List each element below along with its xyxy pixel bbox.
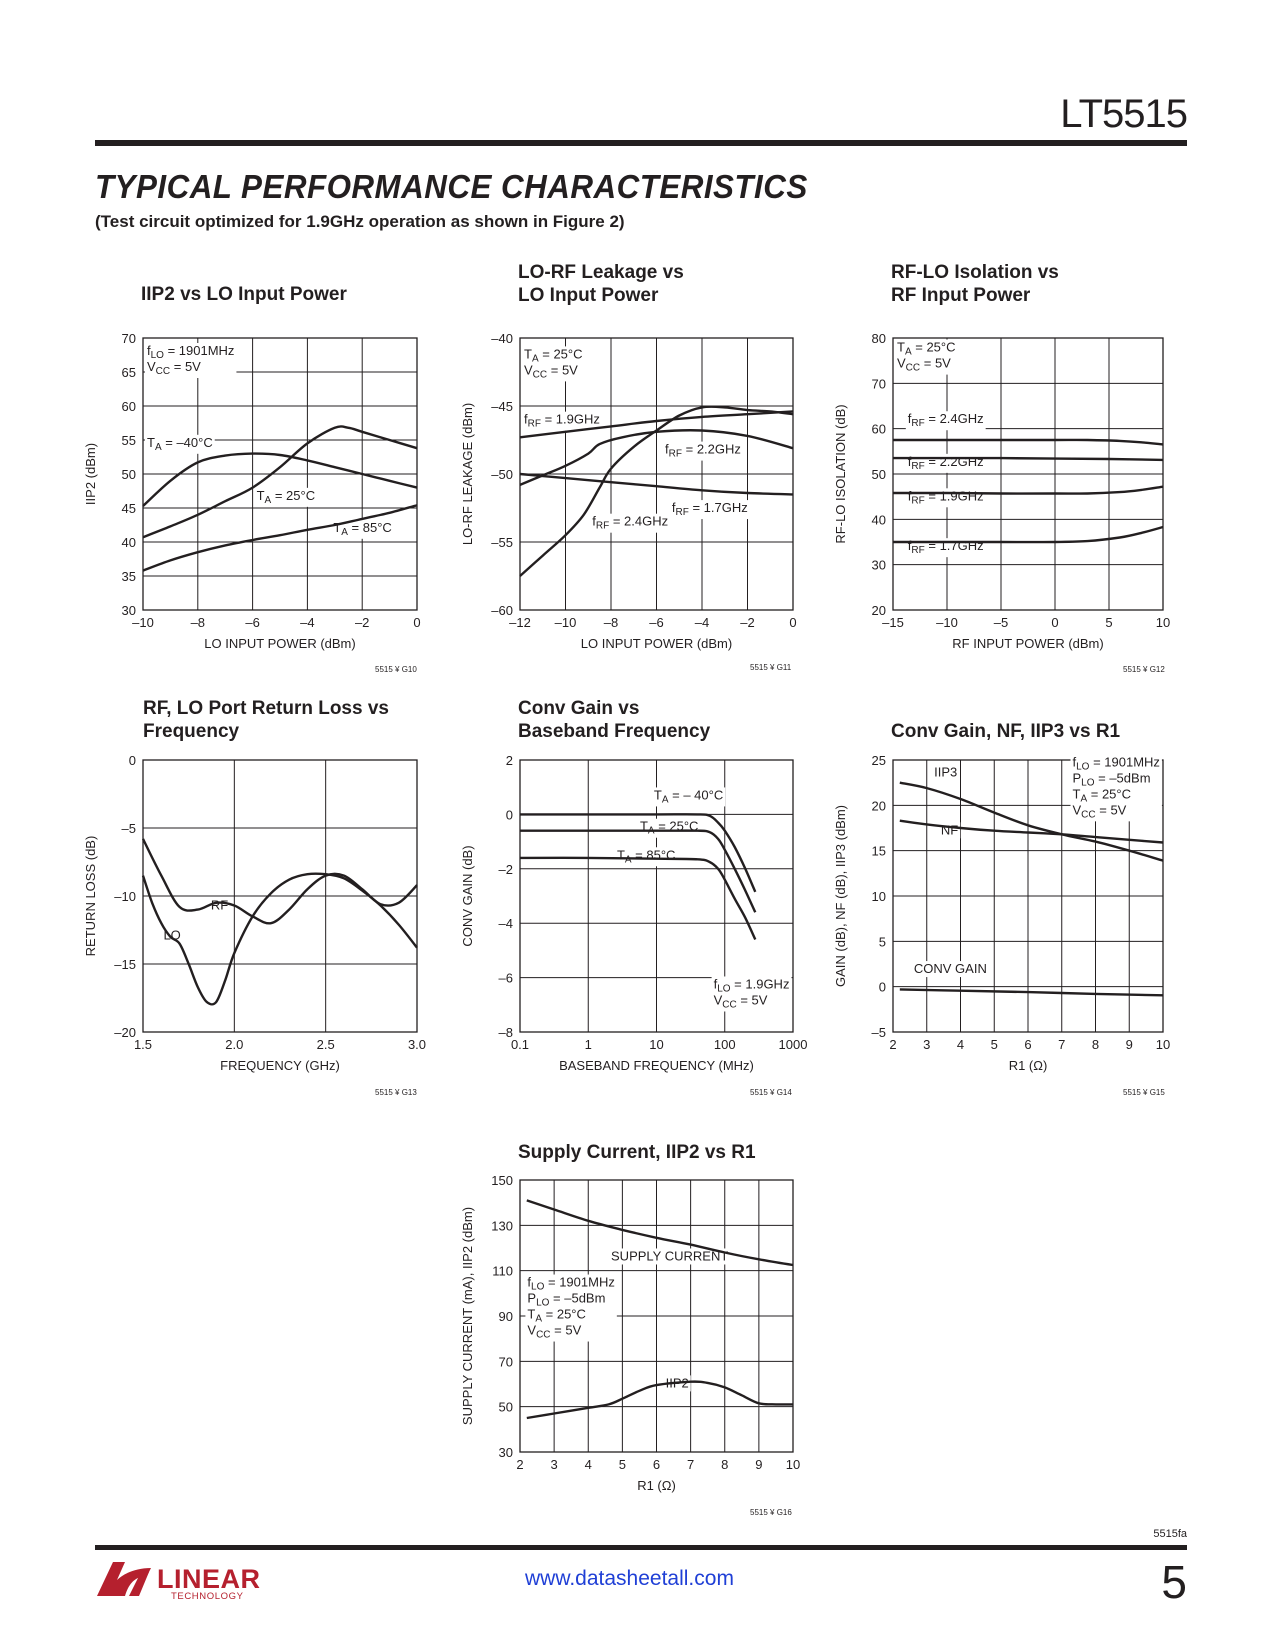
part-number: LT5515 [1060,92,1187,136]
svg-text:TA = 25°C: $T_A = 25^\circ C$ [897,339,956,358]
x-tick-label: 4 [584,1457,592,1472]
y-tick-label: 20 [871,798,886,814]
x-tick-label: 0.1 [510,1037,530,1052]
x-tick-label: 9 [1125,1037,1133,1052]
x-tick-label: 2.5 [316,1037,335,1052]
svg-text:VCC = 5V: $V_{CC} = 5V$ [713,992,768,1011]
svg-text:IIP2: IIP2 [665,1375,689,1391]
y-tick-label: 110 [492,1263,513,1279]
x-axis-label: BASEBAND FREQUENCY (MHz) [559,1058,754,1073]
y-tick-label: 0 [128,753,136,768]
x-tick-label: 8 [721,1457,729,1472]
svg-text:LO: LO [163,927,181,943]
svg-text:TA = 25°C: $T_A = 25^\circ C$ [1072,786,1131,805]
x-axis-label: LO INPUT POWER (dBm) [580,636,733,651]
chart-title-g14: Conv Gain vs Baseband Frequency [518,698,711,742]
svg-text:IIP3: IIP3 [934,764,958,780]
x-tick-label: 0 [789,615,797,630]
figure-code-g15: 5515 ¥ G15 [1123,1088,1165,1097]
y-tick-label: –5 [871,1025,886,1040]
annotation [525,1275,616,1342]
svg-text:TA = 25°C: $T_A = 25^\circ C$ [524,346,583,365]
svg-text:TA = 25°C: $T_A = 25^\circ C$ [256,487,316,506]
x-tick-label: 0 [1051,615,1059,630]
logo-text: LINEAR [157,1564,261,1594]
y-axis-label: IIP2 (dBm) [83,442,98,506]
svg-text:fRF = 1.9GHz: $f_{RF} = 1.9GHz$ [524,411,600,430]
svg-text:fRF = 2.2GHz: $f_{RF} = 2.2GHz$ [665,441,741,460]
x-tick-label: 5 [618,1457,626,1472]
x-tick-label: 10 [1155,1037,1171,1052]
x-tick-label: –5 [993,615,1009,630]
svg-text:fLO = 1901MHz: $f_{LO} = 1901MHz$ [1072,754,1160,773]
y-tick-label: 35 [121,569,136,584]
x-tick-label: 10 [1155,615,1171,630]
y-tick-label: 80 [871,331,886,346]
y-tick-label: 30 [871,557,886,573]
svg-text:PLO = –5dBm: $P_{LO} = -5dBm$ [1072,770,1151,789]
x-tick-label: 3.0 [407,1037,427,1052]
x-tick-label: 7 [1058,1037,1066,1052]
x-tick-label: 1 [584,1037,592,1052]
section-title: TYPICAL PERFORMANCE CHARACTERISTICS [95,168,808,205]
y-tick-label: 60 [871,421,886,437]
x-tick-label: 0 [413,615,421,630]
chart-title-g12: RF-LO Isolation vs RF Input Power [891,262,1059,306]
x-tick-label: 3 [923,1037,931,1052]
y-tick-label: 150 [491,1173,513,1188]
x-axis-label: R1 (Ω) [637,1478,676,1493]
x-tick-label: –2 [740,615,755,630]
y-tick-label: 15 [871,843,886,859]
svg-text:fRF = 1.7GHz: $f_{RF} = 1.7GHz$ [907,538,984,557]
y-axis-label: GAIN (dB), NF (dB), IIP3 (dBm) [833,804,848,988]
y-tick-label: 2 [505,753,513,768]
x-tick-label: –4 [300,615,315,630]
x-axis-label: FREQUENCY (GHz) [220,1058,340,1073]
svg-text:fLO = 1.9GHz: $f_{LO} = 1.9GHz$ [713,976,790,995]
svg-text:TA = 25°C: $T_A = 25^\circ C$ [527,1306,586,1325]
x-tick-label: 5 [990,1037,998,1052]
svg-text:fLO = 1901MHz: $f_{LO} = 1901MHz$ [527,1274,615,1293]
y-tick-label: 10 [871,889,886,904]
x-axis-label: R1 (Ω) [1008,1058,1048,1073]
y-tick-label: –4 [498,916,513,932]
y-tick-label: –40 [491,331,513,346]
x-tick-label: 2 [516,1457,524,1472]
x-tick-label: –15 [882,615,904,630]
y-tick-label: –10 [114,889,136,904]
x-tick-label: 8 [1091,1037,1100,1052]
y-axis-label: LO-RF LEAKAGE (dBm) [460,402,475,546]
svg-text:TA = 25°C: $T_A = 25^\circ C$ [639,818,699,837]
chart-title-g11: LO-RF Leakage vs LO Input Power [518,262,684,306]
chart-title-g16: Supply Current, IIP2 vs R1 [518,1142,756,1163]
x-tick-label: 1000 [778,1037,808,1052]
x-tick-label: –10 [554,615,577,630]
x-axis-label: RF INPUT POWER (dBm) [952,636,1104,651]
y-tick-label: 0 [878,979,886,995]
x-tick-label: –8 [190,615,206,630]
x-tick-label: –6 [649,615,664,630]
svg-text:fLO = 1901MHz: $f_{LO} = 1901MHz$ [147,343,235,361]
x-tick-label: –10 [132,615,154,630]
svg-text:fRF = 2.4GHz: $f_{RF} = 2.4GHz$ [592,513,669,532]
y-tick-label: –8 [498,1025,513,1040]
svg-text:CONV GAIN: CONV GAIN [913,961,987,977]
x-tick-label: 2.0 [225,1037,244,1052]
x-tick-label: 5 [1105,615,1113,630]
svg-text:PLO = –5dBm: $P_{LO} = -5dBm$ [527,1290,606,1309]
y-tick-label: 20 [871,603,886,618]
x-tick-label: 100 [713,1037,736,1052]
x-tick-label: 6 [652,1457,661,1472]
y-tick-label: 30 [121,603,136,618]
svg-text:TA = 85°C: $T_A = 85^\circ C$ [616,847,676,866]
chart-title-g10: IIP2 vs LO Input Power [141,284,347,305]
y-tick-label: 55 [121,433,136,448]
x-tick-label: 3 [550,1457,558,1472]
svg-text:TA = 85°C: $T_A = 85^\circ C$ [333,519,392,538]
figure-code-g14: 5515 ¥ G14 [750,1088,792,1097]
x-tick-label: –8 [603,615,619,630]
website-link[interactable]: www.datasheetall.com [525,1567,734,1590]
x-tick-label: –12 [509,615,531,630]
x-tick-label: 4 [956,1037,965,1052]
y-tick-label: 0 [505,807,513,823]
page-number: 5 [1161,1556,1187,1608]
y-tick-label: –55 [491,535,513,550]
y-tick-label: –20 [114,1025,136,1040]
y-tick-label: 130 [491,1218,513,1234]
svg-text:VCC = 5V: $V_{CC} = 5V$ [897,355,951,374]
y-tick-label: 25 [871,753,886,768]
figure-code-g11: 5515 ¥ G11 [750,663,792,672]
svg-text:VCC = 5V: $V_{CC} = 5V$ [524,362,578,381]
x-axis-label: LO INPUT POWER (dBm) [204,636,356,651]
x-tick-label: 10 [785,1457,801,1472]
y-axis-label: RETURN LOSS (dB) [83,835,98,957]
y-tick-label: 45 [121,501,136,516]
figure-code-g10: 5515 ¥ G10 [375,665,417,674]
y-tick-label: –5 [121,821,136,836]
svg-text:NF: NF [940,822,959,838]
figure-code-g12: 5515 ¥ G12 [1123,665,1165,674]
figure-code-g13: 5515 ¥ G13 [375,1088,417,1097]
svg-text:VCC = 5V: $V_{CC} = 5V$ [527,1322,582,1341]
y-tick-label: –45 [491,399,513,414]
chart-title-g15: Conv Gain, NF, IIP3 vs R1 [891,721,1121,742]
svg-text:fRF = 2.2GHz: $f_{RF} = 2.2GHz$ [907,453,984,472]
y-tick-label: 50 [121,467,136,482]
x-tick-label: –6 [245,615,260,630]
y-tick-label: 60 [121,399,136,414]
x-tick-label: –2 [354,615,370,630]
x-tick-label: 9 [755,1457,763,1472]
document-number: 5515fa [1153,1528,1187,1540]
svg-text:VCC = 5V: $V_{CC} = 5V$ [147,359,201,377]
logo-subtext: TECHNOLOGY [171,1591,244,1602]
y-tick-label: –60 [491,603,513,618]
section-subtitle: (Test circuit optimized for 1.9GHz operation as shown in Figure 2) [95,212,625,231]
svg-text:fRF = 1.9GHz: $f_{RF} = 1.9GHz$ [907,488,984,507]
svg-text:fRF = 1.7GHz: $f_{RF} = 1.7GHz$ [671,500,748,519]
x-tick-label: 1.5 [133,1037,153,1052]
y-tick-label: 90 [498,1309,513,1324]
x-tick-label: 7 [687,1457,695,1472]
chart-title-g13: RF, LO Port Return Loss vs Frequency [143,698,389,742]
y-tick-label: 70 [871,376,886,392]
y-axis-label: CONV GAIN (dB) [460,845,475,947]
y-tick-label: 65 [121,365,136,380]
y-tick-label: 30 [498,1445,513,1460]
x-tick-label: 2 [889,1037,897,1052]
x-tick-label: –4 [694,615,710,630]
footer-rule [95,1545,1187,1550]
y-tick-label: 70 [498,1354,513,1370]
svg-text:RF: RF [210,897,229,913]
y-tick-label: 5 [878,934,886,950]
y-tick-label: 40 [871,512,886,528]
svg-text:TA = – 40°C: $T_A$ = – 40°C [653,787,724,806]
y-tick-label: 50 [871,467,886,482]
y-tick-label: 70 [121,331,136,346]
linear-technology-logo [95,1558,265,1607]
x-tick-label: –10 [936,615,958,630]
svg-text:SUPPLY CURRENT: SUPPLY CURRENT [611,1248,729,1264]
figure-code-g16: 5515 ¥ G16 [750,1508,792,1517]
svg-text:TA = –40°C: $T_A = -40^\circ C$ [147,434,213,453]
y-tick-label: 40 [121,535,136,550]
y-tick-label: 50 [498,1399,513,1415]
y-tick-label: –6 [498,970,513,986]
y-tick-label: –50 [491,467,513,482]
series-line [527,1382,793,1418]
x-tick-label: 10 [649,1037,664,1052]
svg-text:fRF = 2.4GHz: $f_{RF} = 2.4GHz$ [907,411,984,430]
x-tick-label: 6 [1024,1037,1032,1052]
y-tick-label: –2 [498,861,513,877]
svg-text:VCC = 5V: $V_{CC} = 5V$ [1072,802,1127,821]
y-axis-label: SUPPLY CURRENT (mA), IIP2 (dBm) [460,1206,475,1426]
y-axis-label: RF-LO ISOLATION (dB) [833,404,848,544]
y-tick-label: –15 [114,957,136,972]
